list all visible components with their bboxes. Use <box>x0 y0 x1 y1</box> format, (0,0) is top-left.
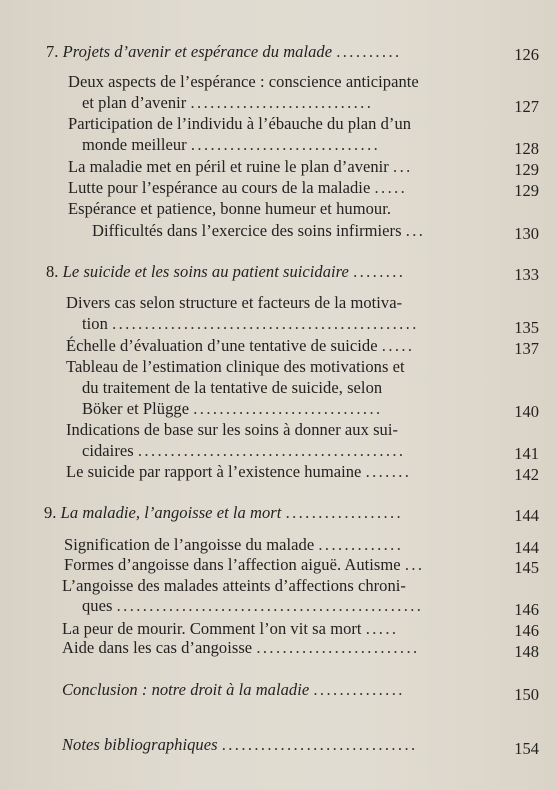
leader-dots: ....... <box>365 462 412 481</box>
toc-entry-text: Signification de l’angoisse du malade <box>64 535 315 554</box>
chapter-8-heading <box>46 262 405 282</box>
toc-entry-text: cidaires <box>82 441 134 460</box>
toc-entry-line <box>68 157 413 177</box>
toc-entry-line: Tableau de l’estimation clinique des motivations et <box>66 357 405 376</box>
leader-dots: ......................... <box>256 638 420 657</box>
leader-dots: ... <box>393 157 413 176</box>
toc-entry-line <box>82 441 405 461</box>
toc-entry-line: Espérance et patience, bonne humeur et humour. <box>68 199 392 218</box>
toc-entry-text: et plan d’avenir <box>82 93 187 112</box>
toc-entry-line <box>62 619 398 639</box>
toc-entry-text: Le suicide par rapport à l’existence humaine <box>66 462 362 481</box>
leader-dots: .............................. <box>221 735 418 754</box>
leader-dots: ........ <box>353 262 406 281</box>
chapter-7-heading <box>46 42 402 62</box>
leader-dots: ............................. <box>193 399 383 418</box>
leader-dots: ............................................... <box>112 314 419 333</box>
notes-heading <box>62 735 418 755</box>
toc-entry-page: 145 <box>514 558 539 577</box>
notes-page: 154 <box>514 739 539 758</box>
toc-entry-line <box>92 221 425 241</box>
notes-title: Notes bibliographiques <box>62 735 218 754</box>
toc-entry-line: Deux aspects de l’espérance : conscience anticipante <box>68 72 419 91</box>
toc-entry-page: 144 <box>514 538 539 557</box>
conclusion-heading <box>62 680 405 700</box>
conclusion-page: 150 <box>514 685 539 704</box>
toc-entry-line <box>68 178 407 198</box>
leader-dots: ............................. <box>190 135 381 154</box>
chapter-7-page: 126 <box>514 45 539 64</box>
leader-dots: .................. <box>285 503 404 522</box>
toc-entry-page: 129 <box>514 181 539 200</box>
toc-entry-text: ques <box>82 596 113 615</box>
toc-entry-page: 137 <box>514 339 539 358</box>
toc-entry-text: Formes d’angoisse dans l’affection aiguë. Autisme <box>64 555 401 574</box>
chapter-9-page: 144 <box>514 506 539 525</box>
toc-entry-text: Échelle d’évaluation d’une tentative de suicide <box>66 336 378 355</box>
toc-entry-text: Böker et Plügge <box>82 399 190 418</box>
toc-entry-text: monde meilleur <box>82 135 187 154</box>
toc-entry-line <box>82 314 419 334</box>
toc-entry-page: 140 <box>514 402 539 421</box>
toc-entry-line: Divers cas selon structure et facteurs de la motiva- <box>66 293 403 312</box>
toc-entry-text: Lutte pour l’espérance au cours de la maladie <box>68 178 371 197</box>
toc-entry-page: 130 <box>514 224 539 243</box>
toc-entry-line <box>62 638 420 658</box>
toc-entry-line <box>66 462 411 482</box>
leader-dots: .......... <box>336 42 402 61</box>
toc-entry-page: 128 <box>514 139 539 158</box>
toc-entry-text: La maladie met en péril et ruine le plan d’avenir <box>68 157 389 176</box>
toc-entry-text: La peur de mourir. Comment l’on vit sa mort <box>62 619 362 638</box>
toc-entry-line <box>82 399 383 419</box>
leader-dots: ............................................... <box>116 596 424 615</box>
chapter-7-title: Projets d’avenir et espérance du malade <box>62 42 333 61</box>
toc-entry-page: 146 <box>514 621 539 640</box>
toc-entry-text: Difficultés dans l’exercice des soins infirmiers <box>92 221 402 240</box>
leader-dots: .............. <box>313 680 405 699</box>
toc-entry-page: 146 <box>514 600 539 619</box>
chapter-9-number: 9. <box>44 503 57 522</box>
leader-dots: ......................................... <box>137 441 406 460</box>
leader-dots: ... <box>404 555 425 574</box>
toc-entry-line: Participation de l’individu à l’ébauche du plan d’un <box>68 114 412 133</box>
toc-entry-text: tion <box>82 314 108 333</box>
leader-dots: ..... <box>374 178 408 197</box>
leader-dots: ... <box>405 221 426 240</box>
toc-entry-page: 127 <box>514 97 539 116</box>
chapter-8-title: Le suicide et les soins au patient suicidaire <box>62 262 349 281</box>
toc-entry-line: du traitement de la tentative de suicide, selon <box>82 378 383 397</box>
toc-entry-line: L’angoisse des malades atteints d’affections chroni- <box>62 576 406 595</box>
toc-entry-line <box>64 555 424 575</box>
toc-entry-line <box>82 93 373 113</box>
toc-entry-text: Aide dans les cas d’angoisse <box>62 638 253 657</box>
leader-dots: ..... <box>381 336 415 355</box>
chapter-7-number: 7. <box>46 42 59 61</box>
toc-entry-line: Indications de base sur les soins à donner aux sui- <box>66 420 399 439</box>
toc-entry-page: 142 <box>514 465 539 484</box>
chapter-9-heading <box>44 503 403 523</box>
chapter-8-page: 133 <box>514 265 539 284</box>
toc-entry-line <box>66 336 414 356</box>
chapter-8-number: 8. <box>46 262 59 281</box>
toc-entry-line <box>82 135 380 155</box>
leader-dots: ............................ <box>190 93 374 112</box>
toc-entry-line <box>64 535 403 555</box>
leader-dots: ............. <box>318 535 404 554</box>
toc-entry-page: 141 <box>514 444 539 463</box>
toc-entry-page: 135 <box>514 318 539 337</box>
chapter-9-title: La maladie, l’angoisse et la mort <box>60 503 282 522</box>
toc-entry-line <box>82 596 423 616</box>
toc-entry-page: 148 <box>514 642 539 661</box>
toc-entry-page: 129 <box>514 160 539 179</box>
conclusion-title: Conclusion : notre droit à la maladie <box>62 680 310 699</box>
leader-dots: ..... <box>365 619 399 638</box>
